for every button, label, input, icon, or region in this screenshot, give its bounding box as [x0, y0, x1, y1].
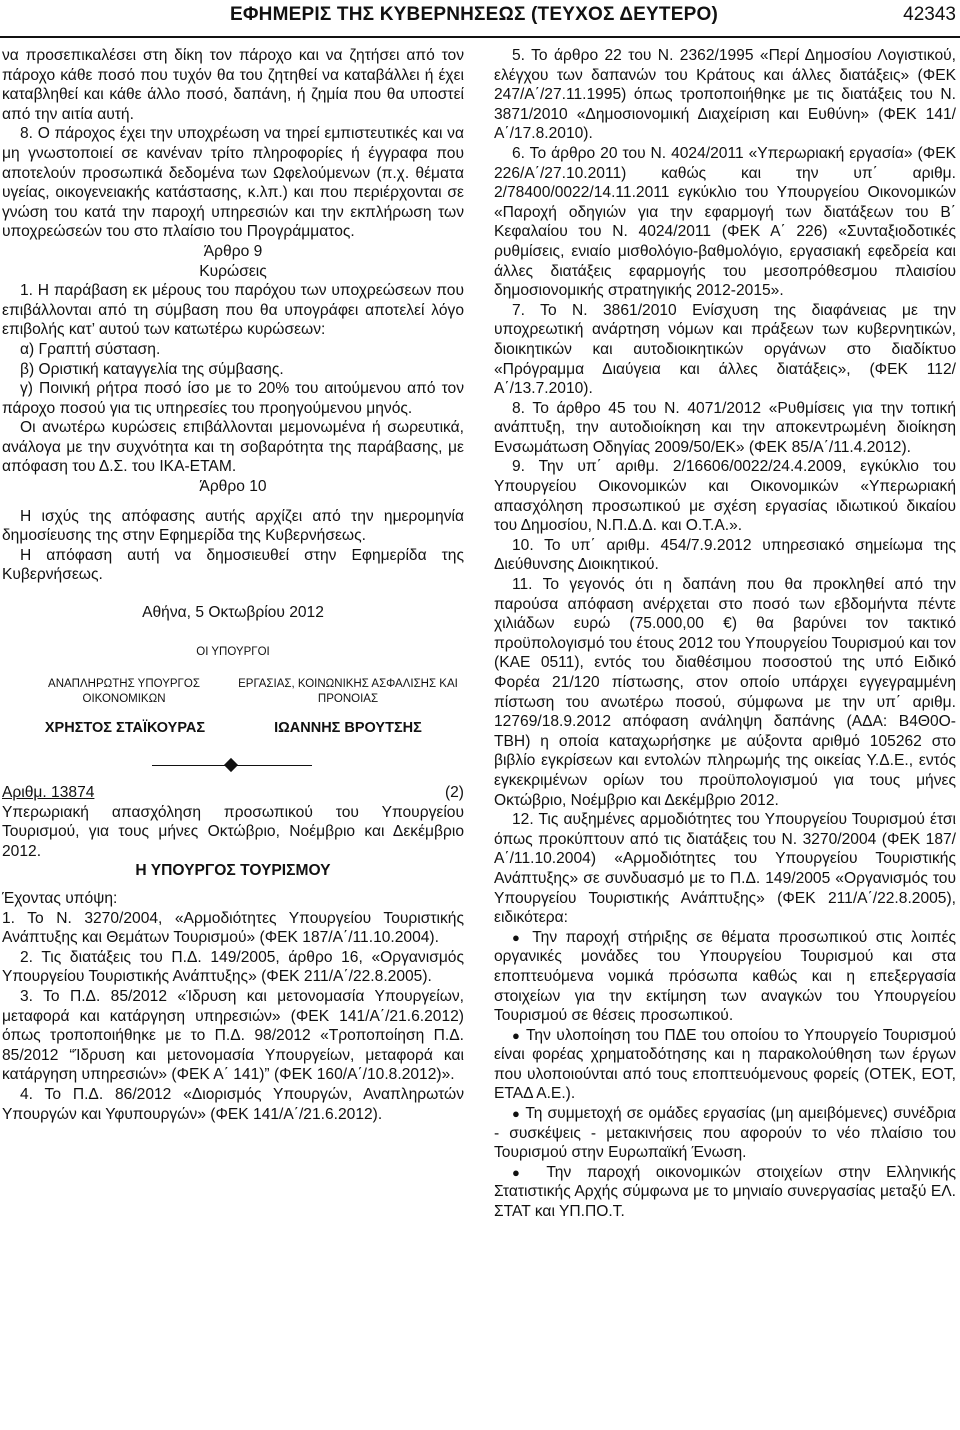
paragraph: να προσεπικαλέσει στη δίκη τον πάροχο και να ζητήσει από τον πάροχο κάθε ποσό που τυχόν θα του ζητηθεί να καταβάλλει ή έχει καταβληθεί και κάθε άλλο ποσό, δαπάνη, ή ζημία που θα υποστεί από την αιτία αυτή.: [2, 47, 464, 123]
bullet-item: [494, 1026, 956, 1104]
paragraph: Η ισχύς της απόφασης αυτής αρχίζει από την ημερομηνία δημοσίευσης της στην Εφημερίδα της Κυβερνήσεως.: [2, 507, 464, 545]
bullet-item: [494, 1163, 956, 1222]
minister-2-role: ΕΡΓΑΣΙΑΣ, ΚΟΙΝΩΝΙΚΗΣ ΑΣΦΑΛΙΣΗΣ ΚΑΙ ΠΡΟΝΟΙΑΣ: [238, 678, 458, 706]
bullet-text: Τη συμμετοχή σε ομάδες εργασίας (μη αμειβόμενες) συνέδρια - συσκέψεις - μετακινήσεις που αφορούν το νέο πλαίσιο του Τουρισμού στην Ευρωπαϊκή Ένωση.: [494, 1105, 956, 1162]
gazette-header: [0, 0, 960, 38]
bullet-text: Την παροχή στήριξης σε θέματα προσωπικού στις λοιπές οργανικές μονάδες του Υπουργείου Τουρισμού και στα εποπτευόμενα νομικά πρόσωπα καθώς και η επεξεργασία στοιχείων για την εκτίμηση των αναγκών του Υπουργείου Τουρισμού σε θέσεις προσωπικού.: [494, 928, 956, 1025]
having-regard: Έχοντας υπόψη:: [2, 890, 118, 907]
article-9-subtitle: Κυρώσεις: [199, 262, 267, 280]
minister-2-name: ΙΩΑΝΝΗΣ ΒΡΟΥΤΣΗΣ: [274, 720, 422, 737]
reference-item: 5. Το άρθρο 22 του Ν. 2362/1995 «Περί Δημοσίου Λογιστικού, ελέγχου των δαπανών του Κράτους και άλλες διατάξεις» (ΦΕΚ 247/Α΄/27.11.1995) όπως τροποποιήθηκε με τις διατάξεις του Ν. 3871/2010 «Δημοσιονομική Διαχείριση και Ευθύνη» (ΦΕΚ 141/Α΄/17.8.2010).: [494, 47, 956, 143]
paragraph: γ) Ποινική ρήτρα ποσό ίσο με το 20% του αιτούμενου από τον πάροχο ποσού για τις υπηρεσίες του προηγούμενου μηνός.: [2, 380, 464, 417]
bullet-text: Την υλοποίηση του ΠΔΕ του οποίου το Υπουργείο Τουρισμού είναι φορέας χρηματοδότησης και η παρακολούθηση των έργων που υλοποιούνται από τους εποπτευόμενους φορείς (ΟΤΕΚ, ΕΟΤ, ΕΤΑΔ Α.Ε.).: [494, 1026, 957, 1103]
minister-1-name: ΧΡΗΣΤΟΣ ΣΤΑΪΚΟΥΡΑΣ: [44, 720, 206, 737]
decision-number-line: [2, 783, 464, 803]
decision-title: Υπερωριακή απασχόληση προσωπικού του Υπουργείου Τουρισμού, για τους μήνες Οκτώβριο, Νοέμβριο και Δεκέμβριο 2012.: [2, 803, 464, 860]
gazette-title: ΕΦΗΜΕΡΙΣ ΤΗΣ ΚΥΒΕΡΝΗΣΕΩΣ (ΤΕΥΧΟΣ ΔΕΥΤΕΡΟ): [230, 4, 718, 25]
reference-item: 10. Το υπ΄ αριθμ. 454/7.9.2012 υπηρεσιακό σημείωμα της Διεύθυνσης Διοικητικού.: [494, 536, 956, 574]
bullet-icon: ●: [512, 1027, 521, 1043]
paragraph: β) Οριστική καταγγελία της σύμβασης.: [20, 360, 284, 378]
reference-item: 1. Το Ν. 3270/2004, «Αρμοδιότητες Υπουργείου Τουριστικής Ανάπτυξης και Θεμάτων Τουρισμού» (ΦΕΚ 187/Α΄/11.10.2004).: [2, 909, 464, 947]
right-column: [494, 46, 956, 1222]
bullet-item: [494, 928, 956, 1026]
reference-item: 2. Τις διατάξεις του Π.Δ. 149/2005, άρθρο 16, «Οργανισμός Υπουργείου Τουριστικής Ανάπτυξης» (ΦΕΚ 211/Α΄/22.8.2005).: [2, 948, 464, 986]
paragraph: 1. Η παράβαση εκ μέρους του παρόχου των υποχρεώσεων που επιβάλλονται από τη σύμβαση που θα υπογράφει αποτελεί λόγο επιβολής κατ’ αυτού των κατωτέρω κυρώσεων:: [2, 282, 464, 339]
paragraph: Η απόφαση αυτή να δημοσιευθεί στην Εφημερίδα της Κυβερνήσεως.: [2, 546, 464, 584]
reference-item: 7. Το Ν. 3861/2010 Ενίσχυση της διαφάνειας με την υποχρεωτική ανάρτηση νόμων και πράξεων των κυβερνητικών, διοικητικών και αυτοδιοικητικών οργάνων στο διαδίκτυο «Πρόγραμμα Διαύγεια και άλλες διατάξεις», (ΦΕΚ 112/Α΄/13.7.2010).: [494, 301, 956, 398]
paragraph: 8. Ο πάροχος έχει την υποχρέωση να τηρεί εμπιστευτικές και να μη γνωστοποιεί σε κανέναν τρίτο πληροφορίες ή έγγραφα που αποτελούν προσωπικά δεδομένα των Ωφελούμενων (π.χ. θέματα υγείας, οικογενειακής κατάστασης, κ.λπ.) και που περιέρχονται σε γνώση του κατά την παροχή υπηρεσιών και την εκπλήρωση των υποχρεώσεών του στο πλαίσιο του Προγράμματος.: [2, 125, 464, 241]
left-column: [2, 46, 464, 1124]
reference-item: 12. Τις αυξημένες αρμοδιότητες του Υπουργείου Τουρισμού έτσι όπως προκύπτουν από τις διατάξεις του Ν. 3270/2004 (ΦΕΚ 187/Α΄/11.10.2004) «Αρμοδιότητες του Υπουργείου Τουριστικής Ανάπτυξης» σε συνδυασμό με το Π.Δ. 149/2005 «Οργανισμός του Υπουργείου Τουριστικής Ανάπτυξης» (ΦΕΚ 211/Α΄/22.8.2005), ειδικότερα:: [494, 811, 956, 927]
bullet-icon: ●: [512, 1106, 521, 1122]
place-date: Αθήνα, 5 Οκτωβρίου 2012: [142, 604, 324, 622]
bullet-item: [494, 1104, 956, 1163]
reference-item: 8. Το άρθρο 45 του Ν. 4071/2012 «Ρυθμίσεις για την τοπική ανάπτυξη, την αυτοδιοίκηση και την αποκεντρωμένη διοίκηση Ενσωμάτωση Οδηγίας 2009/50/ΕΚ» (ΦΕΚ 85/Α΄/11.4.2012).: [494, 399, 956, 456]
section-divider: [2, 753, 464, 779]
decision-ref: (2): [444, 784, 464, 802]
reference-item: 11. Το γεγονός ότι η δαπάνη που θα προκληθεί από την παρούσα απόφαση ανέρχεται στο ποσό των εβδομήντα πέντε χιλιάδων ευρώ (75.000,00 €) θα βαρύνει τον τακτικό προϋπολογισμό του έτους 2012 του Υπουργείου Τουρισμού και τον (ΚΑΕ 0511), εντός του διαθέσιμου ποσοστού της υπό Ειδικό Φορέα 21/120 πίστωσης, στον οποίο υπάρχει εγγεγραμμένη πίστωση του ανωτέρω ποσού, σύμφωνα με την υπ΄ αριθμ. 12769/18.9.2012 απόφαση ανάληψη δαπάνης (ΑΔΑ: Β4Θ0Ο-ΤΒΗ) η οποία καταχωρήσηκε με αύξοντα αριθμό 105262 στο βιβλίο εγκρίσεων και εντολών πληρωμής της οικείας Υ.Δ.Ε., εντός εγκεκριμένων ορίων του προϋπολογισμού για τους μήνες Οκτώβριο, Νοέμβριο και Δεκέμβριο 2012.: [494, 576, 956, 809]
bullet-icon: ●: [512, 1164, 532, 1180]
minister-heading: Η ΥΠΟΥΡΓΟΣ ΤΟΥΡΙΣΜΟΥ: [135, 862, 331, 880]
reference-item: 4. Το Π.Δ. 86/2012 «Διορισμός Υπουργών, Αναπληρωτών Υπουργών και Υφυπουργών» (ΦΕΚ 141/Α΄/21.6.2012).: [2, 1085, 464, 1123]
diamond-icon: [224, 758, 238, 772]
paragraph: α) Γραπτή σύσταση.: [20, 340, 161, 358]
article-9-title: Άρθρο 9: [203, 242, 263, 260]
bullet-text: Την παροχή οικονομικών στοιχείων στην Ελληνικής Στατιστικής Αρχής σύμφωνα με το μηνιαίο συνεργασίας μεταξύ ΕΛ. ΣΤΑΤ και ΥΠ.ΠΟ.Τ.: [494, 1163, 956, 1221]
signature-block: [2, 603, 464, 737]
reference-item: 9. Την υπ΄ αριθμ. 2/16606/0022/24.4.2009, εγκύκλιο του Υπουργείου Οικονομικών και Οικονομικών «Υπερωριακή απασχόληση προσωπικού με σχέση εργασίας ιδιωτικού δικαίου του Δημοσίου, Ν.Π.Δ.Δ. και Ο.Τ.Α.».: [494, 458, 956, 535]
paragraph: Οι ανωτέρω κυρώσεις επιβάλλονται μεμονωμένα ή σωρευτικά, ανάλογα με την συχνότητα και τη σοβαρότητα της παράβασης, με απόφαση του Δ.Σ. του ΙΚΑ-ΕΤΑΜ.: [2, 419, 464, 476]
ministers-heading: ΟΙ ΥΠΟΥΡΓΟΙ: [196, 646, 270, 659]
reference-item: 6. Το άρθρο 20 του Ν. 4024/2011 «Υπερωριακή εργασία» (ΦΕΚ 226/Α΄/27.10.2011) καθώς και την υπ΄ αριθμ. 2/78400/0022/14.11.2011 εγκύκλιο του Υπουργείου Οικονομικών «Παροχή οδηγιών για την εφαρμογή των διατάξεων του Β΄ Κεφαλαίου του Ν. 4024/2011 (ΦΕΚ Α΄ 226) «Συνταξιοδοτικές ρυθμίσεις, ενιαίο μισθολόγιο-βαθμολόγιο, εργασιακή εφεδρεία και άλλες διατάξεις εφαρμογής του μεσοπρόθεσμου πλαισίου δημοσιονομικής στρατηγικής 2012-2015».: [494, 144, 956, 300]
minister-1-role: ΑΝΑΠΛΗΡΩΤΗΣ ΥΠΟΥΡΓΟΣ ΟΙΚΟΝΟΜΙΚΩΝ: [48, 678, 200, 706]
article-10-title: Άρθρο 10: [199, 478, 267, 496]
decision-number: Αριθμ. 13874: [2, 784, 95, 802]
reference-item: 3. Το Π.Δ. 85/2012 «Ίδρυση και μετονομασία Υπουργείων, μεταφορά και κατάργηση υπηρεσιών» (ΦΕΚ 141/Α΄/21.6.2012) όπως τροποποιήθηκε με το Π.Δ. 98/2012 «Τροποποίηση Π.Δ. 85/2012 “Ίδρυση και μετονομασία Υπουργείων, μεταφορά και κατάργηση υπηρεσιών» (ΦΕΚ Α΄ 141)” (ΦΕΚ 160/Α΄/10.8.2012)».: [2, 987, 464, 1084]
bullet-icon: ●: [512, 929, 525, 945]
page-number: 42343: [903, 4, 956, 25]
